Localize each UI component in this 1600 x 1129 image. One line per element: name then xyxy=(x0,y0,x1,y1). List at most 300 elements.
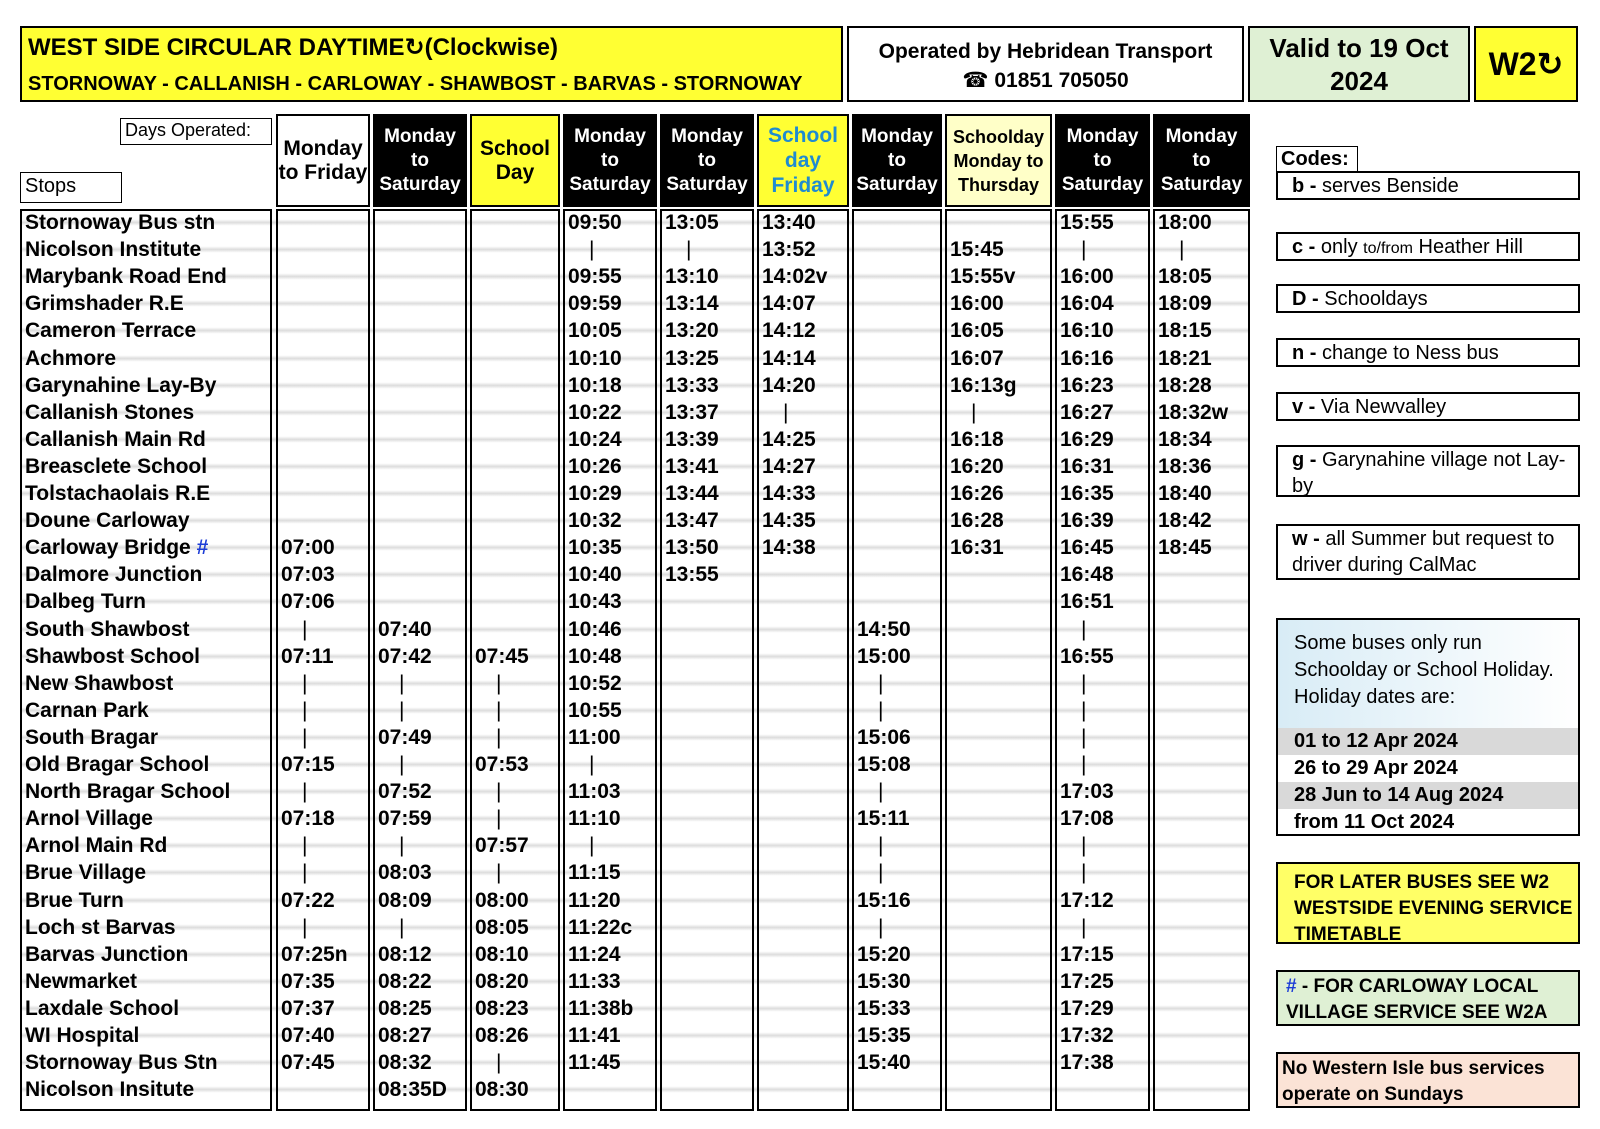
departure-time: 16:45 xyxy=(1060,536,1114,560)
departure-time: 14:35 xyxy=(762,509,816,533)
departure-time: 18:45 xyxy=(1158,536,1212,560)
stop-name-text: Newmarket xyxy=(25,969,138,993)
departure-time: 14:20 xyxy=(762,373,816,397)
stop-name xyxy=(25,941,188,968)
operator-phone: ☎ 01851 705050 xyxy=(962,69,1129,92)
departure-time: | xyxy=(1081,834,1087,858)
departure-time: 13:10 xyxy=(665,265,719,289)
column-header-days: Monday to Saturday xyxy=(563,114,657,207)
stop-name xyxy=(25,1049,218,1076)
stop-name-text: Dalbeg Turn xyxy=(25,590,146,614)
stop-name xyxy=(25,697,149,724)
departure-time: 13:40 xyxy=(762,211,816,234)
departure-time: 07:15 xyxy=(281,753,335,776)
departure-time: | xyxy=(399,671,405,695)
code-description: Heather Hill xyxy=(1412,236,1523,258)
departure-time: 18:21 xyxy=(1158,346,1212,370)
departure-time: 07:45 xyxy=(281,1051,335,1075)
departure-time: | xyxy=(589,238,595,262)
departure-time: 07:42 xyxy=(378,644,432,668)
departure-time: 10:43 xyxy=(568,590,622,614)
stop-name xyxy=(25,1022,139,1049)
departure-time: 16:27 xyxy=(1060,400,1114,424)
departure-time: 07:52 xyxy=(378,780,432,804)
hash-mark: # xyxy=(1286,976,1297,997)
stop-name-text: Shawbost School xyxy=(25,644,201,668)
departure-time: | xyxy=(1081,915,1087,939)
departure-time: 16:23 xyxy=(1060,373,1114,397)
departure-time: 18:40 xyxy=(1158,482,1212,505)
departure-time: 16:04 xyxy=(1060,292,1114,316)
operator-box xyxy=(847,26,1244,102)
stop-name-text: Brue Village xyxy=(25,861,146,885)
departure-time: | xyxy=(1081,861,1087,885)
departure-time: 14:27 xyxy=(762,454,816,478)
operator-name: Operated by Hebridean Transport xyxy=(878,40,1213,63)
departure-time: 10:26 xyxy=(568,454,622,478)
stop-name-text: Carloway Bridge xyxy=(25,536,191,560)
departure-time: 14:50 xyxy=(857,617,911,641)
stop-name-text: South Bragar xyxy=(25,725,159,749)
stop-name-text: Loch st Barvas xyxy=(25,915,176,939)
route-code: W2↻ xyxy=(1474,26,1578,102)
departure-time: 16:26 xyxy=(950,482,1004,505)
departure-time: 08:03 xyxy=(378,861,432,885)
holiday-date: from 11 Oct 2024 xyxy=(1294,811,1455,833)
code-key: D - xyxy=(1292,288,1319,310)
departure-time: 07:37 xyxy=(281,996,335,1020)
departure-time: 08:32 xyxy=(378,1051,432,1075)
departure-time: 09:55 xyxy=(568,265,622,289)
stop-name-text: Callanish Stones xyxy=(25,400,195,424)
stop-name-text: Nicolson Insitute xyxy=(25,1078,195,1102)
departure-time: 15:40 xyxy=(857,1051,911,1075)
stop-name xyxy=(25,1076,194,1103)
departure-time: 07:03 xyxy=(281,563,335,587)
holiday-box xyxy=(1276,618,1580,836)
departure-time: | xyxy=(399,698,405,722)
departure-time: | xyxy=(589,753,595,776)
departure-time: | xyxy=(496,725,502,749)
stop-name xyxy=(25,290,184,317)
departure-time: 16:29 xyxy=(1060,427,1114,451)
departure-time: 13:50 xyxy=(665,536,719,560)
stop-name xyxy=(25,426,206,453)
stop-name xyxy=(25,317,196,344)
departure-time: | xyxy=(496,780,502,804)
departure-time: 15:35 xyxy=(857,1024,911,1047)
code-key: v - xyxy=(1292,396,1316,418)
stop-name xyxy=(25,832,167,859)
departure-time: 07:40 xyxy=(378,617,432,641)
departure-time: 15:55 xyxy=(1060,211,1114,234)
stop-name xyxy=(25,236,201,263)
departure-time: 16:16 xyxy=(1060,346,1114,370)
stop-name-text: Grimshader R.E xyxy=(25,292,184,316)
code-description-small: to/from xyxy=(1363,240,1413,257)
stops-label: Stops xyxy=(20,172,122,203)
departure-time: 07:35 xyxy=(281,969,335,993)
departure-time: 08:25 xyxy=(378,996,432,1020)
departure-time: 15:16 xyxy=(857,888,911,912)
code-description: change to Ness bus xyxy=(1316,342,1499,364)
codes-heading: Codes: xyxy=(1276,146,1358,175)
stop-name-text: Laxdale School xyxy=(25,996,180,1020)
departure-time: 07:06 xyxy=(281,590,335,614)
stop-name xyxy=(25,561,202,588)
departure-time: 10:10 xyxy=(568,346,622,370)
stop-name-text: Callanish Main Rd xyxy=(25,427,206,451)
departure-time: 16:05 xyxy=(950,319,1004,343)
departure-time: 07:11 xyxy=(281,644,334,668)
departure-time: 18:09 xyxy=(1158,292,1212,316)
departure-time: 16:00 xyxy=(950,292,1004,316)
departure-time: 13:41 xyxy=(665,454,719,478)
stop-name xyxy=(25,209,215,236)
stop-name xyxy=(25,724,158,751)
stop-name-text: Stornoway Bus Stn xyxy=(25,1051,218,1075)
departure-time: 16:18 xyxy=(950,427,1004,451)
stop-name xyxy=(25,372,216,399)
departure-time: 10:05 xyxy=(568,319,622,343)
departure-time: 16:20 xyxy=(950,454,1004,478)
departure-time: 16:31 xyxy=(950,536,1004,560)
departure-time: 15:00 xyxy=(857,644,911,668)
stop-name xyxy=(25,616,190,643)
departure-time: 18:32w xyxy=(1158,400,1229,424)
stop-name xyxy=(25,968,137,995)
code-description: all Summer but request to driver during CalMac xyxy=(1292,528,1555,576)
column-header-days: Monday to Friday xyxy=(276,114,370,207)
departure-time: | xyxy=(399,834,405,858)
departure-time: 14:25 xyxy=(762,427,816,451)
departure-time: 08:26 xyxy=(475,1024,529,1047)
holiday-date: 28 Jun to 14 Aug 2024 xyxy=(1278,782,1578,809)
departure-time: | xyxy=(302,834,308,858)
code-description: serves Benside xyxy=(1316,175,1459,197)
departure-time: 11:10 xyxy=(568,807,621,831)
validity-box: Valid to 19 Oct 2024 xyxy=(1248,26,1470,102)
code-key: n - xyxy=(1292,342,1317,364)
column-header-days: School day Friday xyxy=(757,114,849,207)
departure-time: 08:09 xyxy=(378,888,432,912)
stop-name xyxy=(25,643,200,670)
holiday-date: 01 to 12 Apr 2024 xyxy=(1278,728,1578,755)
departure-time: | xyxy=(302,780,308,804)
stop-name xyxy=(25,914,176,941)
code-description: Schooldays xyxy=(1318,288,1428,310)
stop-name xyxy=(25,751,209,778)
departure-time: 18:42 xyxy=(1158,509,1212,533)
stop-name-text: Carnan Park xyxy=(25,698,149,722)
departure-time: 10:22 xyxy=(568,400,622,424)
departure-time: 10:52 xyxy=(568,671,622,695)
holiday-date: 26 to 29 Apr 2024 xyxy=(1294,757,1458,779)
code-key: g - xyxy=(1292,449,1317,471)
code-key: w - xyxy=(1292,528,1320,550)
stop-name-text: Dalmore Junction xyxy=(25,563,203,587)
stop-name-text: Nicolson Institute xyxy=(25,238,202,262)
departure-time: 11:20 xyxy=(568,888,621,912)
departure-time: 17:15 xyxy=(1060,942,1114,966)
departure-time: | xyxy=(1081,238,1087,262)
departure-time: 13:05 xyxy=(665,211,719,234)
stop-name-text: Arnol Main Rd xyxy=(25,834,168,858)
stop-name-text: Doune Carloway xyxy=(25,509,190,533)
code-key: c - xyxy=(1292,236,1316,258)
departure-time: 10:48 xyxy=(568,644,622,668)
departure-time: | xyxy=(971,400,977,424)
departure-time: 16:31 xyxy=(1060,454,1114,478)
departure-time: 07:53 xyxy=(475,753,529,776)
stop-name xyxy=(25,887,124,914)
departure-time: 15:06 xyxy=(857,725,911,749)
departure-time: 08:35D xyxy=(378,1078,447,1102)
departure-time: 11:03 xyxy=(568,780,621,804)
stop-name xyxy=(25,453,207,480)
carloway-notice-text: - FOR CARLOWAY LOCAL VILLAGE SERVICE SEE W2A xyxy=(1286,976,1548,1023)
stop-name-text: Brue Turn xyxy=(25,888,124,912)
departure-time: 13:20 xyxy=(665,319,719,343)
departure-time: | xyxy=(496,671,502,695)
departure-time: 15:20 xyxy=(857,942,911,966)
departure-time: | xyxy=(302,861,308,885)
departure-time: 15:45 xyxy=(950,238,1004,262)
stop-name xyxy=(25,507,190,534)
departure-time: 15:33 xyxy=(857,996,911,1020)
later-buses-notice: FOR LATER BUSES SEE W2 WESTSIDE EVENING SERVICE TIMETABLE xyxy=(1276,862,1580,944)
departure-time: 07:00 xyxy=(281,536,335,560)
departure-time: 17:25 xyxy=(1060,969,1114,993)
departure-time: 16:39 xyxy=(1060,509,1114,533)
departure-time: 16:35 xyxy=(1060,482,1114,505)
departure-time: 14:38 xyxy=(762,536,816,560)
departure-time: 18:28 xyxy=(1158,373,1212,397)
departure-time: 08:20 xyxy=(475,969,529,993)
departure-time: | xyxy=(878,780,884,804)
departure-time: 17:12 xyxy=(1060,888,1114,912)
departure-time: 18:36 xyxy=(1158,454,1212,478)
departure-time: 13:55 xyxy=(665,563,719,587)
stop-name xyxy=(25,859,146,886)
departure-time: 17:29 xyxy=(1060,996,1114,1020)
departure-time: | xyxy=(399,915,405,939)
departure-time: 07:45 xyxy=(475,644,529,668)
route-description: STORNOWAY - CALLANISH - CARLOWAY - SHAWBOST - BARVAS - STORNOWAY xyxy=(28,73,803,95)
departure-time: 18:00 xyxy=(1158,211,1212,234)
departure-time: 16:48 xyxy=(1060,563,1114,587)
departure-time: 14:14 xyxy=(762,346,816,370)
departure-time: 13:37 xyxy=(665,400,719,424)
departure-time: | xyxy=(1081,617,1087,641)
departure-time: 15:11 xyxy=(857,807,910,831)
stop-name-text: Cameron Terrace xyxy=(25,319,197,343)
departure-time: 16:28 xyxy=(950,509,1004,533)
departure-time: | xyxy=(1081,725,1087,749)
departure-time: 16:13g xyxy=(950,373,1017,397)
stop-name xyxy=(25,480,210,507)
departure-time: 07:18 xyxy=(281,807,335,831)
departure-time: 14:02v xyxy=(762,265,828,289)
sunday-notice: No Western Isle bus services operate on Sundays xyxy=(1276,1052,1580,1108)
stop-name xyxy=(25,670,173,697)
departure-time: | xyxy=(589,834,595,858)
departure-time: 07:25n xyxy=(281,942,348,966)
column-header-days: Schoolday Monday to Thursday xyxy=(945,114,1052,207)
departure-time: | xyxy=(1081,671,1087,695)
departure-time: 11:15 xyxy=(568,861,621,885)
code-description: Via Newvalley xyxy=(1315,396,1447,418)
stop-name-text: North Bragar School xyxy=(25,780,231,804)
departure-time: | xyxy=(302,671,308,695)
code-legend-item xyxy=(1276,232,1580,261)
departure-time: | xyxy=(1179,238,1185,262)
departure-time: | xyxy=(878,698,884,722)
stop-name xyxy=(25,588,146,615)
hash-mark: # xyxy=(196,536,209,560)
departure-time: | xyxy=(496,698,502,722)
departure-time: 10:29 xyxy=(568,482,622,505)
departure-time: 08:23 xyxy=(475,996,529,1020)
departure-time: 10:35 xyxy=(568,536,622,560)
stop-name-text: Marybank Road End xyxy=(25,265,227,289)
stop-name xyxy=(25,345,116,372)
code-legend-item xyxy=(1276,284,1580,313)
departure-time: 13:47 xyxy=(665,509,719,533)
departure-time: 11:38b xyxy=(568,996,634,1020)
stop-name-text: WI Hospital xyxy=(25,1024,140,1047)
departure-time: | xyxy=(302,617,308,641)
departure-time: 13:14 xyxy=(665,292,719,316)
departure-time: 10:32 xyxy=(568,509,622,533)
stop-name-text: Achmore xyxy=(25,346,117,370)
stop-name xyxy=(25,995,179,1022)
departure-time: 11:41 xyxy=(568,1024,621,1047)
departure-time: 13:44 xyxy=(665,482,719,505)
departure-time: 13:33 xyxy=(665,373,719,397)
code-legend-item xyxy=(1276,392,1580,421)
departure-time: 18:05 xyxy=(1158,265,1212,289)
departure-time: 08:10 xyxy=(475,942,529,966)
timetable-title: WEST SIDE CIRCULAR DAYTIME↻(Clockwise) xyxy=(28,34,558,61)
code-legend-item xyxy=(1276,171,1580,200)
departure-time: 09:50 xyxy=(568,211,622,234)
departure-time: 15:30 xyxy=(857,969,911,993)
stop-name-text: Tolstachaolais R.E xyxy=(25,482,211,505)
stop-name-text: Breasclete School xyxy=(25,454,208,478)
departure-time: 10:40 xyxy=(568,563,622,587)
departure-time: 08:30 xyxy=(475,1078,529,1102)
code-description: Garynahine village not Lay-by xyxy=(1292,449,1566,497)
departure-time: 08:27 xyxy=(378,1024,432,1047)
departure-time: 11:24 xyxy=(568,942,621,966)
stop-name-text: New Shawbost xyxy=(25,671,174,695)
departure-time: 18:34 xyxy=(1158,427,1212,451)
departure-time: 10:24 xyxy=(568,427,622,451)
stop-name-text: Old Bragar School xyxy=(25,753,210,776)
departure-time: | xyxy=(878,915,884,939)
departure-time: | xyxy=(302,915,308,939)
departure-time: 16:07 xyxy=(950,346,1004,370)
departure-time: 11:33 xyxy=(568,969,621,993)
days-operated-label: Days Operated: xyxy=(120,118,272,145)
departure-time: 13:25 xyxy=(665,346,719,370)
departure-time: 07:40 xyxy=(281,1024,335,1047)
column-header-days: Monday to Saturday xyxy=(1055,114,1150,207)
column-header-days: Monday to Saturday xyxy=(660,114,754,207)
departure-time: | xyxy=(302,725,308,749)
departure-time: 07:22 xyxy=(281,888,335,912)
stop-name-text: South Shawbost xyxy=(25,617,190,641)
code-legend-item xyxy=(1276,338,1580,367)
departure-time: 08:12 xyxy=(378,942,432,966)
departure-time: 08:00 xyxy=(475,888,529,912)
departure-time: | xyxy=(878,834,884,858)
departure-time: 17:03 xyxy=(1060,780,1114,804)
stop-name-text: Stornoway Bus stn xyxy=(25,211,216,234)
departure-time: 07:49 xyxy=(378,725,432,749)
stop-name-text: Barvas Junction xyxy=(25,942,189,966)
code-legend-item xyxy=(1276,524,1580,580)
departure-time: 15:08 xyxy=(857,753,911,776)
departure-time: 17:38 xyxy=(1060,1051,1114,1075)
departure-time: | xyxy=(496,807,502,831)
title-box xyxy=(20,26,843,102)
departure-time: 16:00 xyxy=(1060,265,1114,289)
carloway-notice xyxy=(1276,970,1580,1026)
departure-time: 11:00 xyxy=(568,725,621,749)
departure-time: | xyxy=(1081,698,1087,722)
stop-name xyxy=(25,778,230,805)
code-description: only xyxy=(1315,236,1364,258)
departure-time: 11:22c xyxy=(568,915,633,939)
column-header-days: Monday to Saturday xyxy=(852,114,942,207)
departure-time: 10:18 xyxy=(568,373,622,397)
departure-time: 17:32 xyxy=(1060,1024,1114,1047)
departure-time: 14:07 xyxy=(762,292,816,316)
departure-time: | xyxy=(686,238,692,262)
departure-time: 14:12 xyxy=(762,319,816,343)
departure-time: 15:55v xyxy=(950,265,1016,289)
stop-name-text: Arnol Village xyxy=(25,807,153,831)
departure-time: | xyxy=(783,400,789,424)
departure-time: 17:08 xyxy=(1060,807,1114,831)
stop-name xyxy=(25,263,227,290)
departure-time: 07:59 xyxy=(378,807,432,831)
departure-time: 18:15 xyxy=(1158,319,1212,343)
departure-time: | xyxy=(878,861,884,885)
stop-name xyxy=(25,805,153,832)
departure-time: 14:33 xyxy=(762,482,816,505)
column-header-days: School Day xyxy=(470,114,560,207)
code-key: b - xyxy=(1292,175,1317,197)
departure-time: | xyxy=(302,698,308,722)
departure-time: 13:52 xyxy=(762,238,816,262)
departure-time: 08:22 xyxy=(378,969,432,993)
departure-time: 09:59 xyxy=(568,292,622,316)
departure-time: 11:45 xyxy=(568,1051,621,1075)
departure-time: 10:46 xyxy=(568,617,622,641)
stop-name xyxy=(25,399,194,426)
departure-time: | xyxy=(496,1051,502,1075)
departure-time: 16:55 xyxy=(1060,644,1114,668)
code-legend-item xyxy=(1276,445,1580,497)
column-header-days: Monday to Saturday xyxy=(373,114,467,207)
departure-time: 08:05 xyxy=(475,915,529,939)
departure-time: 13:39 xyxy=(665,427,719,451)
stop-name xyxy=(25,534,208,561)
departure-time: | xyxy=(399,753,405,776)
